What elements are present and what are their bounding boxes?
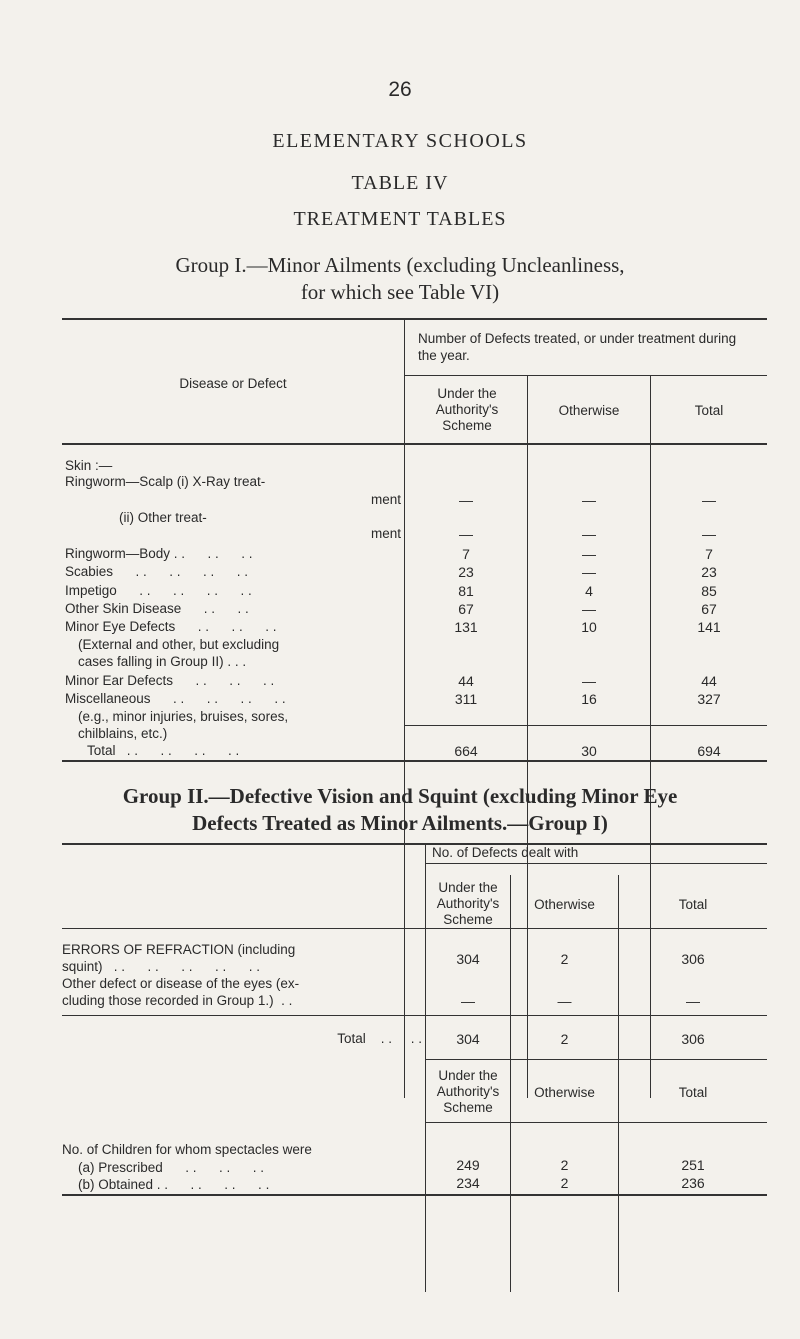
- subtitle: TREATMENT TABLES: [293, 208, 507, 230]
- eye-note-line1: (External and other, but excluding: [78, 637, 280, 652]
- other-defect-authority: —: [461, 993, 475, 1009]
- page-number: 26: [388, 78, 412, 101]
- group1-heading: [0, 252, 800, 306]
- table1-total-rule: [404, 725, 767, 726]
- table-label: TABLE IV: [351, 172, 449, 194]
- row-authority: 311: [454, 691, 478, 707]
- table1-bottom-rule: [62, 760, 767, 762]
- xray-authority: —: [459, 492, 473, 508]
- row-otherwise: —: [582, 546, 596, 562]
- other-treat-authority: —: [459, 526, 473, 542]
- t2-authority-header-line1: Under the: [438, 880, 498, 895]
- obtained-authority: 234: [456, 1175, 480, 1191]
- errors-otherwise: 2: [560, 951, 569, 967]
- total-otherwise: 30: [581, 743, 597, 759]
- t2b-authority-header-line3: Scheme: [443, 1100, 493, 1115]
- other-defect-line2: cluding those recorded in Group 1.) . .: [62, 993, 293, 1008]
- row-authority: 131: [454, 619, 478, 635]
- row-otherwise: —: [582, 564, 596, 580]
- table2-group-header: No. of Defects dealt with: [432, 845, 579, 860]
- table2-header-bottom-rule: [62, 928, 767, 929]
- table1-col-divider-2: [527, 376, 528, 1098]
- row-authority: 7: [462, 546, 470, 562]
- obtained-otherwise: 2: [560, 1175, 569, 1191]
- t2-authority-header-line3: Scheme: [443, 912, 493, 927]
- errors-label-line2: squint) . . . . . . . . . .: [62, 959, 261, 974]
- xray-total: —: [702, 492, 716, 508]
- table2-total-top-rule: [62, 1015, 767, 1016]
- xray-otherwise: —: [582, 492, 596, 508]
- row-total: 7: [705, 546, 713, 562]
- t2-total-total: 306: [681, 1031, 705, 1047]
- row-total: 67: [701, 601, 717, 617]
- col-otherwise-header: Otherwise: [558, 403, 620, 418]
- row-total: 85: [701, 583, 717, 599]
- ringworm-scalp-xray-line2: ment: [370, 492, 401, 507]
- obtained-total: 236: [681, 1175, 705, 1191]
- row-label: Other Skin Disease . . . .: [65, 601, 249, 616]
- other-treat-total: —: [702, 526, 716, 542]
- group1-heading-line1: Group I.—Minor Ailments (excluding Uncleanliness,: [175, 253, 625, 277]
- other-treat-otherwise: —: [582, 526, 596, 542]
- row-otherwise: 16: [581, 691, 597, 707]
- t2-total-otherwise: 2: [560, 1031, 569, 1047]
- errors-authority: 304: [456, 951, 480, 967]
- ringworm-scalp-xray-line1: Ringworm—Scalp (i) X-Ray treat-: [65, 474, 266, 489]
- prescribed-otherwise: 2: [560, 1157, 569, 1173]
- row-total: 23: [701, 564, 717, 580]
- misc-note-line2: chilblains, etc.): [78, 726, 168, 741]
- table1-header-bottom-rule: [62, 443, 767, 445]
- row-total: 44: [701, 673, 717, 689]
- row-authority: 67: [458, 601, 474, 617]
- t2-total-header: Total: [678, 897, 708, 912]
- col-group-header: Number of Defects treated, or under treatment during the year.: [418, 331, 737, 363]
- obtained-label: (b) Obtained . . . . . . . .: [78, 1177, 270, 1192]
- other-defect-line1: Other defect or disease of the eyes (ex-: [62, 976, 300, 991]
- row-total: 141: [697, 619, 721, 635]
- row-label: Scabies . . . . . . . .: [65, 564, 249, 579]
- row-otherwise: —: [582, 673, 596, 689]
- row-otherwise: —: [582, 601, 596, 617]
- row-otherwise: 4: [585, 583, 593, 599]
- row-total: 327: [697, 691, 721, 707]
- spectacles-header: No. of Children for whom spectacles were: [62, 1142, 312, 1157]
- prescribed-total: 251: [681, 1157, 705, 1173]
- table2b-header-bottom-rule: [425, 1122, 767, 1123]
- row-label: Impetigo . . . . . . . .: [65, 583, 252, 598]
- table1-subheader-rule: [404, 375, 767, 376]
- row-authority: 23: [458, 564, 474, 580]
- prescribed-label: (a) Prescribed . . . . . .: [78, 1160, 265, 1175]
- t2b-authority-header-line1: Under the: [438, 1068, 498, 1083]
- other-defect-total: —: [686, 993, 700, 1009]
- t2-total-label: Total . . . .: [337, 1031, 422, 1046]
- row-label: Minor Ear Defects . . . . . .: [65, 673, 275, 688]
- table2-top-rule: [62, 843, 767, 845]
- errors-total: 306: [681, 951, 705, 967]
- table2-col-divider-2: [510, 875, 511, 1292]
- eye-note-line2: cases falling in Group II) . . .: [78, 654, 247, 669]
- group2-heading-line1: Group II.—Defective Vision and Squint (excluding Minor Eye: [122, 784, 678, 808]
- other-defect-otherwise: —: [557, 993, 572, 1009]
- total-authority: 664: [454, 743, 478, 759]
- ringworm-scalp-other-line1: (ii) Other treat-: [119, 510, 207, 525]
- skin-label: Skin :—: [65, 458, 113, 473]
- group1-heading-line2: for which see Table VI): [300, 280, 500, 304]
- table1-col-divider-1: [404, 320, 405, 1098]
- t2b-otherwise-header: Otherwise: [534, 1085, 595, 1100]
- table2-subtable-rule: [425, 1059, 767, 1060]
- row-label: Ringworm—Body . . . . . .: [65, 546, 253, 561]
- t2-total-authority: 304: [456, 1031, 480, 1047]
- t2b-authority-header: [426, 1068, 510, 1116]
- misc-note-line1: (e.g., minor injuries, bruises, sores,: [78, 709, 289, 724]
- table2-bottom-rule: [62, 1194, 767, 1196]
- t2-authority-header: [426, 880, 510, 928]
- row-authority: 44: [458, 673, 474, 689]
- t2-otherwise-header: Otherwise: [534, 897, 595, 912]
- col-total-header: Total: [694, 403, 724, 418]
- table2-col-divider-3: [618, 875, 619, 1292]
- col-disease-header: Disease or Defect: [179, 376, 287, 391]
- t2-authority-header-line2: Authority's: [436, 896, 500, 911]
- page-title: ELEMENTARY SCHOOLS: [272, 130, 528, 152]
- group2-heading-line2: Defects Treated as Minor Ailments.—Group I): [192, 811, 608, 835]
- row-label: Miscellaneous . . . . . . . .: [65, 691, 286, 706]
- prescribed-authority: 249: [456, 1157, 480, 1173]
- row-authority: 81: [458, 583, 474, 599]
- row-label: Minor Eye Defects . . . . . .: [65, 619, 277, 634]
- t2b-authority-header-line2: Authority's: [436, 1084, 500, 1099]
- table1-col-divider-3: [650, 376, 651, 1098]
- total-label: Total . . . . . . . .: [87, 743, 240, 758]
- errors-label-line1: ERRORS OF REFRACTION (including: [62, 942, 296, 957]
- table1-top-rule: [62, 318, 767, 320]
- total-total: 694: [697, 743, 721, 759]
- table2-subheader-rule: [425, 863, 767, 864]
- row-otherwise: 10: [581, 619, 597, 635]
- ringworm-scalp-other-line2: ment: [370, 526, 401, 541]
- t2b-total-header: Total: [678, 1085, 708, 1100]
- col-authority-header: Under the Authority's Scheme: [435, 386, 499, 433]
- group2-heading: [0, 783, 800, 837]
